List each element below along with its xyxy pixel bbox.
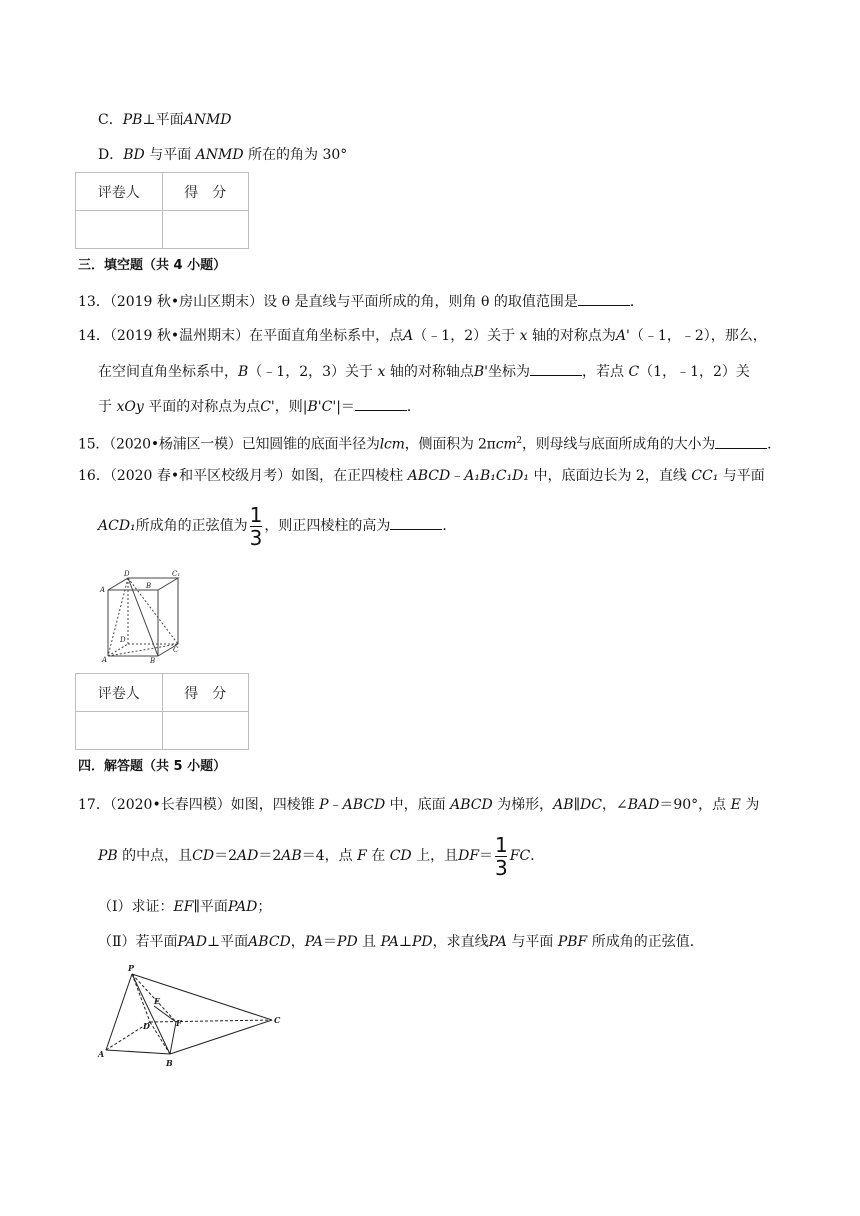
edge-dc: [150, 1020, 272, 1022]
label-p: P: [128, 963, 135, 973]
label-d: D: [120, 636, 126, 644]
fraction: $\frac{1}{3}$: [249, 502, 263, 550]
score-header: 得 分: [162, 173, 249, 211]
label-c: C: [274, 1015, 281, 1025]
answer-blank[interactable]: [715, 434, 767, 449]
label-c: C: [173, 646, 179, 654]
edge-ab: [106, 1050, 170, 1054]
section-3-title: 三．填空题（共 4 小题）: [78, 258, 227, 273]
edge-db: [150, 1022, 170, 1054]
label-d: D: [143, 1021, 150, 1031]
section-4-title: 四．解答题（共 5 小题）: [78, 759, 227, 774]
label-a1: A: [100, 586, 106, 594]
label-b: B: [166, 1058, 173, 1068]
label-b1: B: [146, 582, 152, 590]
question-17-part-1: （Ⅰ）求证：EF∥平面PAD；: [98, 899, 272, 915]
label-d1: D: [124, 570, 130, 578]
label-a: A: [102, 656, 108, 664]
diagonal: [128, 578, 178, 644]
label-b: B: [150, 657, 156, 664]
answer-blank[interactable]: [355, 396, 407, 411]
reviewer-cell[interactable]: [76, 211, 163, 249]
score-table-2: [75, 673, 249, 750]
edge-pa: [106, 974, 132, 1050]
option-c: C．PB⊥平面ANMD: [98, 112, 232, 128]
question-14-line-1: 14．（2019 秋•温州期末）在平面直角坐标系中，点A（﹣1，2）关于 x 轴的对称点为A'（﹣1，﹣2），那么，: [78, 328, 767, 344]
score-cell[interactable]: [162, 712, 249, 750]
prism-figure: [98, 570, 182, 664]
fraction: $\frac{1}{3}$: [495, 832, 508, 880]
label-e: E: [154, 996, 161, 1006]
answer-blank[interactable]: [390, 515, 442, 530]
question-16-line-1: 16．（2020 春•和平区校级月考）如图，在正四棱柱 ABCD﹣A₁B₁C₁D₁ 中，底面边长为 2，直线 CC₁ 与平面: [78, 468, 765, 484]
answer-blank[interactable]: [578, 291, 630, 306]
label-c1: C₁: [172, 570, 181, 578]
prism-top-face: [108, 578, 178, 590]
score-table-1: [75, 172, 249, 249]
question-16-line-2: ACD₁所成角的正弦值为 $\frac{1}{3}$ ，则正四棱柱的高为 ．: [98, 502, 457, 550]
option-d: D．BD 与平面 ANMD 所在的角为 30°: [98, 147, 348, 163]
reviewer-header: 评卷人: [76, 173, 163, 211]
question-13: 13．（2019 秋•房山区期末）设 θ 是直线与平面所成的角，则角 θ 的取值范围是 ．: [78, 291, 644, 312]
reviewer-header: 评卷人: [76, 674, 163, 712]
question-17-line-2: PB 的中点，且CD＝2AD＝2AB＝4，点 F 在 CD 上，且DF＝ $\frac{1}{3}$ FC．: [98, 832, 545, 880]
question-17-part-2: （Ⅱ）若平面PAD⊥平面ABCD，PA＝PD 且 PA⊥PD，求直线PA 与平面 PBF 所成角的正弦值．: [98, 934, 704, 950]
edge-pd: [132, 974, 150, 1022]
label-a: A: [98, 1049, 105, 1059]
pyramid-figure: [96, 962, 286, 1070]
question-14-line-2: 在空间直角坐标系中，B（﹣1，2，3）关于 x 轴的对称轴点B'坐标为 ，若点 C（1，﹣1，2）关: [98, 361, 750, 382]
question-17-line-1: 17．（2020•长春四模）如图，四棱锥 P﹣ABCD 中，底面 ABCD 为梯形，AB∥DC，∠BAD＝90°，点 E 为: [78, 797, 760, 813]
edge-ef: [154, 1006, 176, 1022]
question-15: 15．（2020•杨浦区一模）已知圆锥的底面半径为lcm，侧面积为 2πcm$^2$，则母线与底面所成角的大小为 ．: [78, 431, 781, 455]
answer-blank[interactable]: [530, 361, 582, 376]
label-f: F: [176, 1018, 182, 1028]
score-cell[interactable]: [162, 211, 249, 249]
edge-bc: [170, 1020, 272, 1054]
reviewer-cell[interactable]: [76, 712, 163, 750]
score-header: 得 分: [162, 674, 249, 712]
question-14-line-3: 于 xOy 平面的对称点为点C'，则|B'C'|＝ ．: [98, 396, 421, 417]
